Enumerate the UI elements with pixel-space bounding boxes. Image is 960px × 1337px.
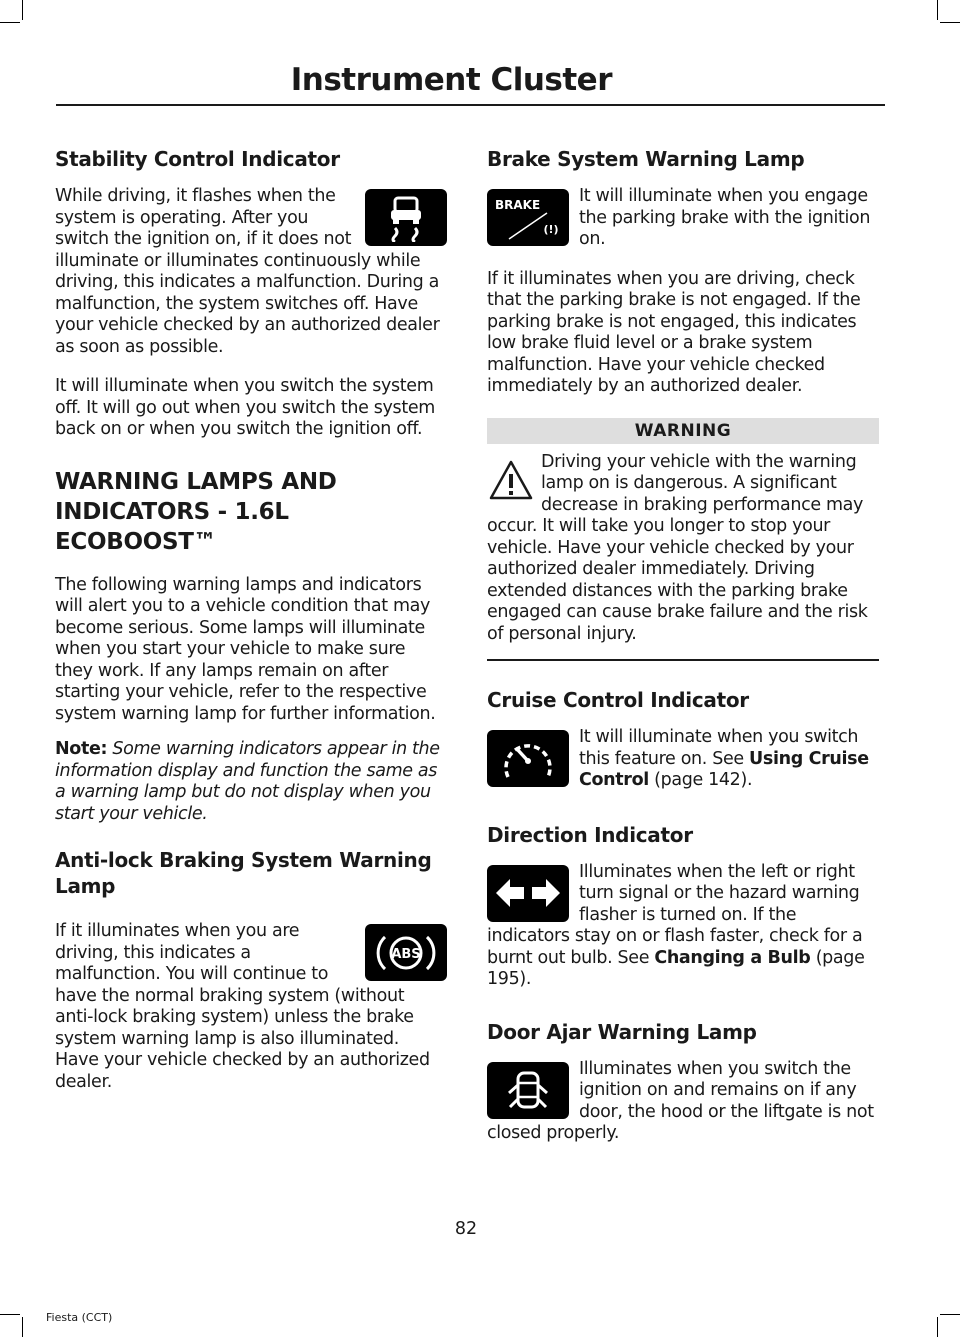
cruise-control-heading: Cruise Control Indicator <box>487 688 749 712</box>
changing-bulb-link[interactable]: Changing a Bulb <box>654 947 811 968</box>
abs-block <box>55 921 447 1093</box>
stability-control-heading: Stability Control Indicator <box>55 147 340 171</box>
direction-indicator-block <box>487 862 879 991</box>
brake-system-heading: Brake System Warning Lamp <box>487 147 805 171</box>
crop-mark <box>937 1317 938 1337</box>
crop-mark <box>940 22 960 23</box>
cruise-control-block <box>487 727 879 792</box>
brake-warning-icon <box>487 189 569 246</box>
header-rule <box>56 104 885 106</box>
brake-icon-text: BRAKE <box>495 198 541 212</box>
direction-indicator-text: Illuminates when the left or right turn signal or the hazard warning flasher is turned on. If the indicators stay on or flash faster, check for a burnt out bulb. See Changing a Bulb (page 195). <box>487 861 865 989</box>
abs-icon-text: ABS <box>391 946 421 962</box>
warning-bar: WARNING <box>487 418 879 444</box>
note-label: Note: <box>55 739 108 759</box>
page-header-title: Instrument Cluster <box>290 62 612 98</box>
door-ajar-icon <box>487 1062 569 1119</box>
cruise-control-link[interactable]: Using Cruise Control <box>579 748 869 790</box>
left-column <box>55 146 447 1093</box>
brake-icon-sub: (!) <box>543 223 559 236</box>
crop-mark <box>22 1317 23 1337</box>
right-column <box>487 146 879 1145</box>
crop-mark <box>0 1314 20 1315</box>
brake-system-text-2: If it illuminates when you are driving, check that the parking brake is not engaged. If the parking brake is not engaged, this indicates low brake fluid level or a brake system malfunction. Have your vehicle checked immediately by an authorized dealer. <box>487 268 861 396</box>
door-ajar-heading: Door Ajar Warning Lamp <box>487 1019 757 1044</box>
note-text: Some warning indicators appear in the information display and function the same as a warning lamp but do not display when you start your vehicle. <box>55 739 440 824</box>
section-intro-text: The following warning lamps and indicators will alert you to a vehicle condition that may become serious. Some lamps will illuminate when you start your vehicle to make sure they work. If any lamps remain on after starting your vehicle, refer to the respective system warning lamp for further information. <box>55 574 436 724</box>
warning-block <box>487 452 879 646</box>
brake-system-text: It will illuminate when you engage the parking brake with the ignition on. <box>579 186 871 249</box>
cruise-control-icon <box>487 730 569 787</box>
section-heading: WARNING LAMPS AND INDICATORS - 1.6L ECOBOOST™ <box>55 468 337 555</box>
warning-rule <box>487 659 879 661</box>
warning-triangle-icon <box>487 456 535 504</box>
direction-arrows-icon <box>487 865 569 922</box>
stability-control-text-2: It will illuminate when you switch the system off. It will go out when you switch the system back on or when you switch the ignition off. <box>55 376 435 439</box>
stability-control-icon <box>365 189 447 246</box>
door-ajar-text: Illuminates when you switch the ignition on and remains on if any door, the hood or the liftgate is not closed properly. <box>487 1058 874 1143</box>
cruise-control-text: It will illuminate when you switch this feature on. See Using Cruise Control (page 142). <box>579 727 869 790</box>
page-number: 82 <box>454 1219 478 1239</box>
brake-system-block <box>487 186 879 251</box>
stability-control-block <box>55 186 447 358</box>
abs-icon <box>365 924 447 981</box>
crop-mark <box>0 22 20 23</box>
stability-control-text: While driving, it flashes when the system is operating. After you switch the ignition on, if it does not illuminate or illuminates continuously while driving, this indicates a malfunction. During a malfunction, the system switches off. Have your vehicle checked by an authorized dealer as soon as possible. <box>55 186 440 357</box>
crop-mark <box>937 0 938 20</box>
door-ajar-block <box>487 1059 879 1145</box>
footer-model: Fiesta (CCT) <box>46 1311 113 1324</box>
abs-text: If it illuminates when you are driving, this indicates a malfunction. You will continue to have the normal braking system (without anti-lock braking system) unless the brake system warning lamp is also illuminated. Have your vehicle checked by an authorized dealer. <box>55 921 430 1092</box>
warning-text: Driving your vehicle with the warning lamp on is dangerous. A significant decrease in braking performance may occur. It will take you longer to stop your vehicle. Have your vehicle checked by your authorized dealer immediately. Driving extended distances with the parking brake engaged can cause brake failure and the risk of personal injury. <box>487 451 868 644</box>
crop-mark <box>22 0 23 20</box>
abs-heading: Anti-lock Braking System Warning Lamp <box>55 848 432 898</box>
crop-mark <box>940 1314 960 1315</box>
note-paragraph <box>55 739 447 825</box>
direction-indicator-heading: Direction Indicator <box>487 822 693 847</box>
